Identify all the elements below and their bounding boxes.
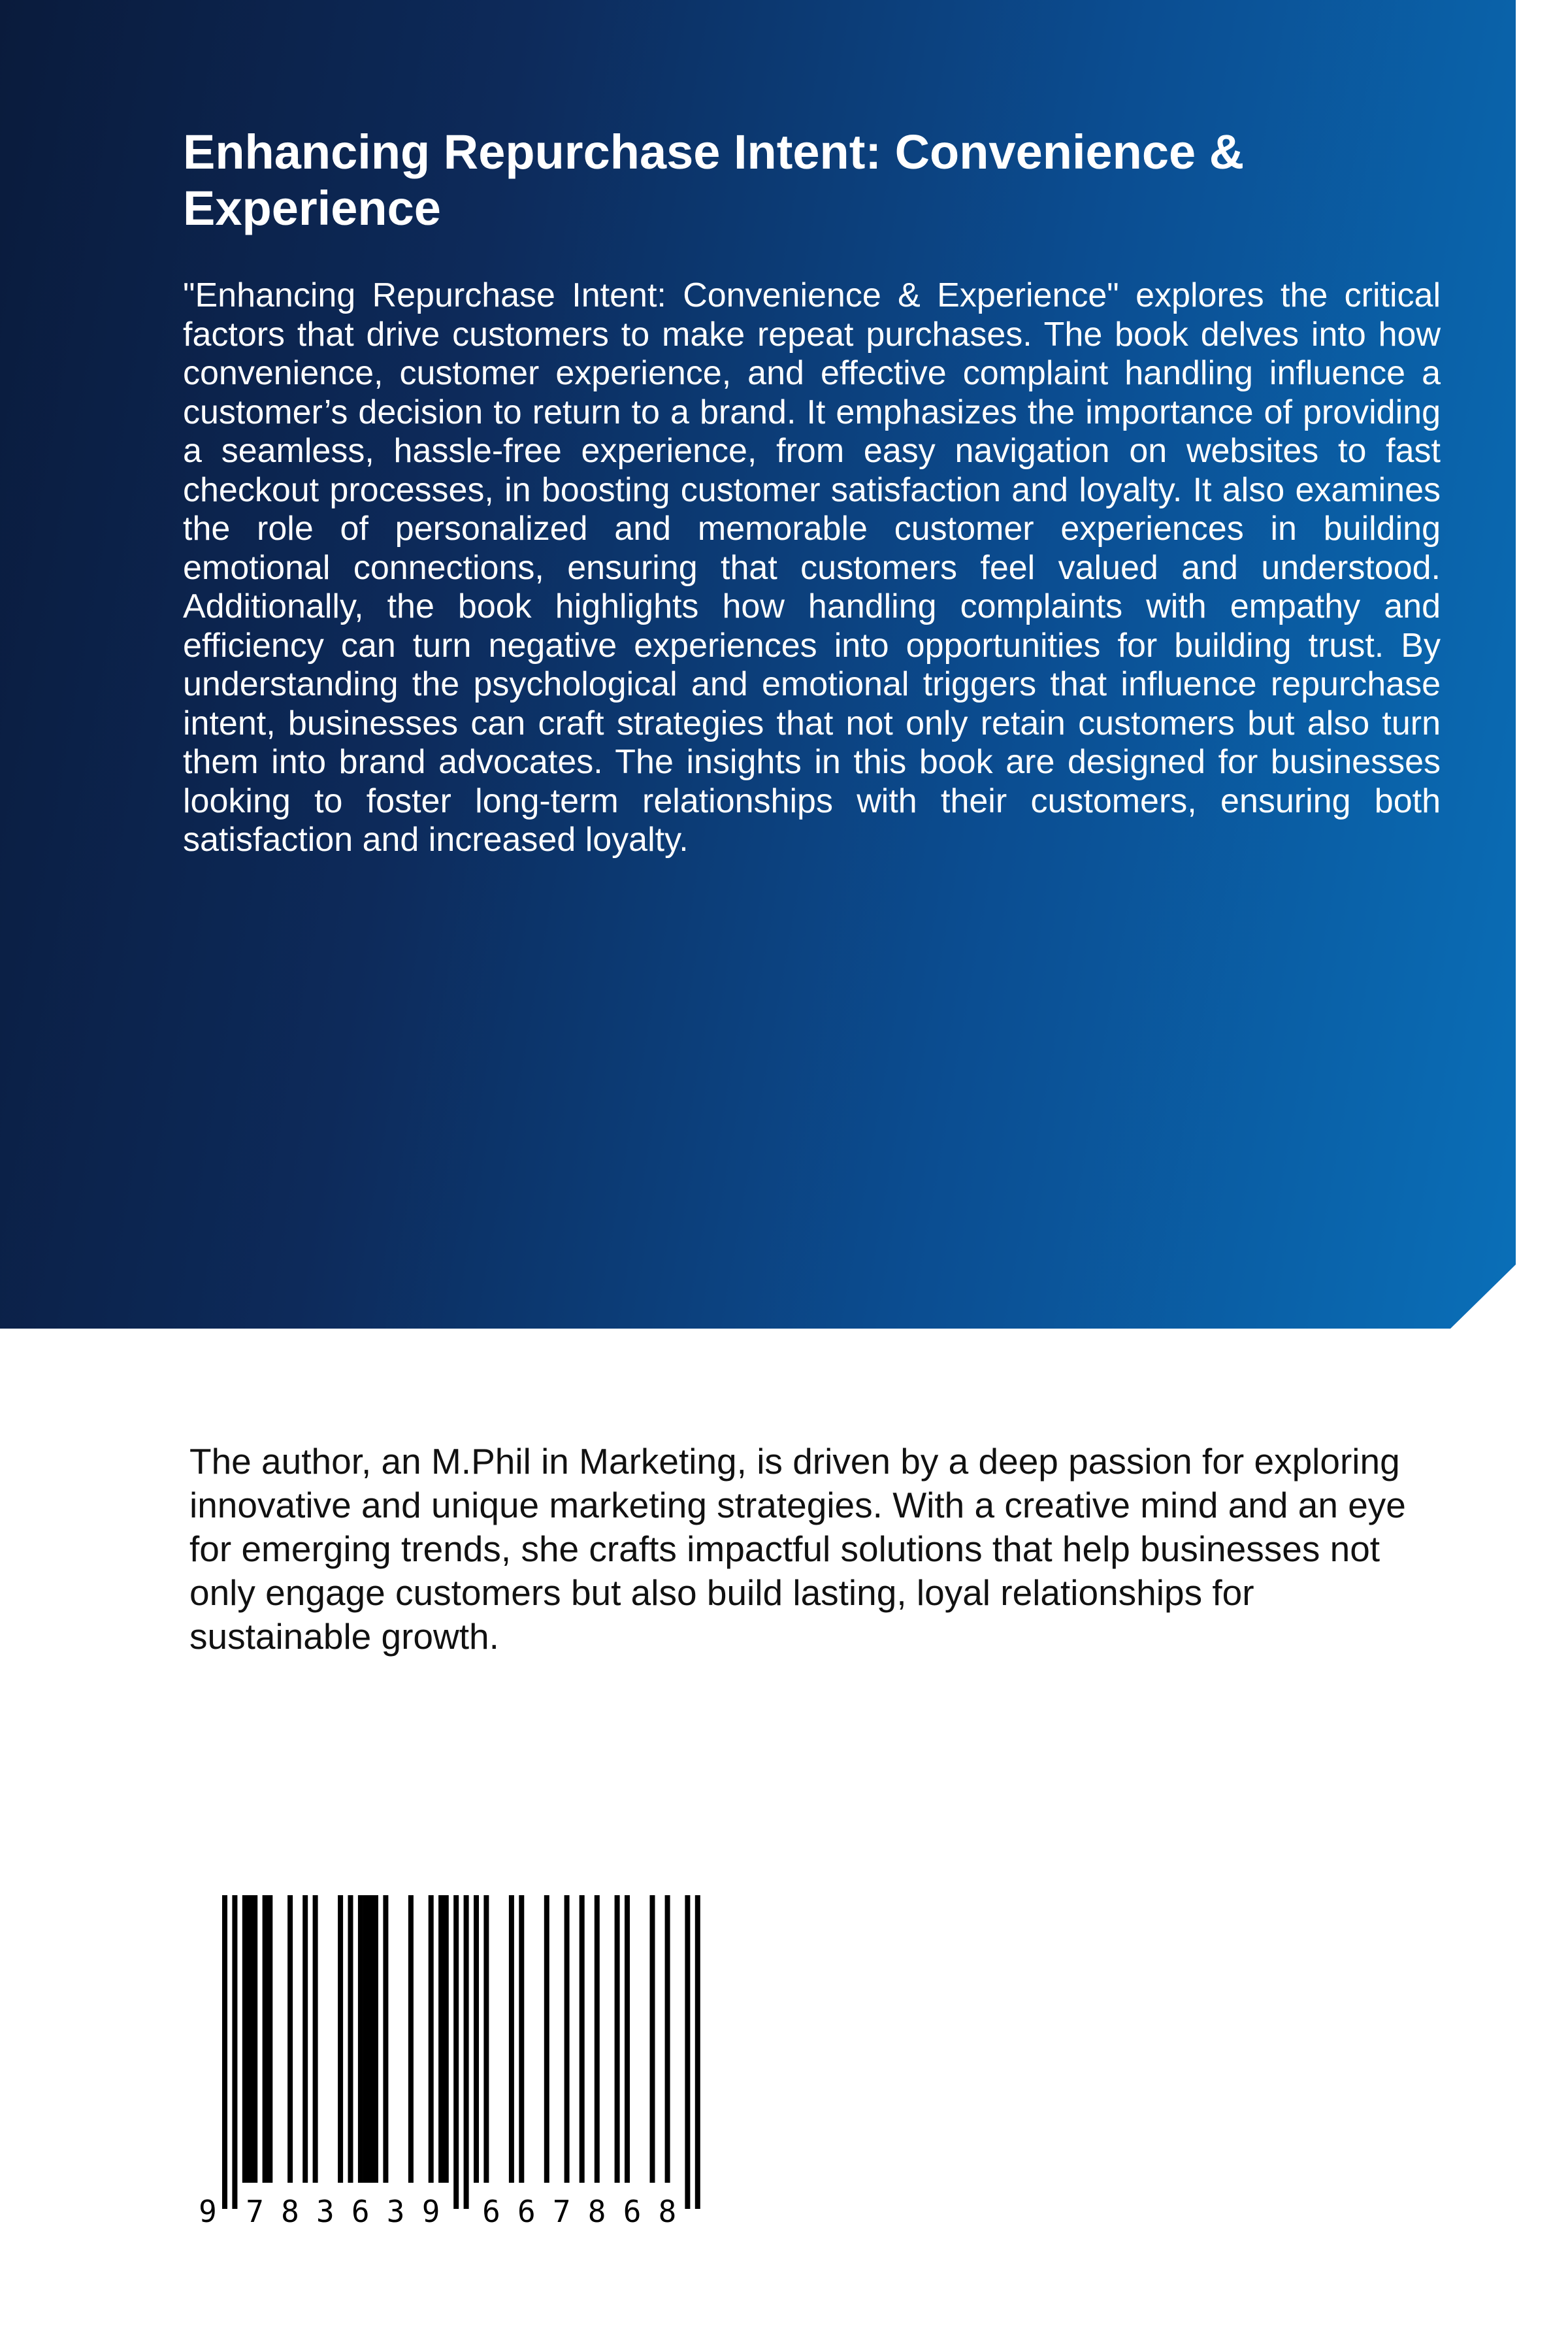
barcode-bar [519,1895,524,2183]
barcode-digit: 6 [482,2194,500,2229]
barcode-digit: 7 [552,2194,571,2229]
barcode-digit: 6 [517,2194,536,2229]
barcode-digit: 3 [316,2194,335,2229]
barcode-bar [363,1895,368,2183]
barcode-bar [222,1895,227,2209]
barcode-bar [650,1895,655,2183]
barcode-bar [453,1895,459,2209]
barcode-digit: 6 [623,2194,642,2229]
barcode-bar [509,1895,514,2183]
book-title: Enhancing Repurchase Intent: Convenience & Experience [183,125,1245,235]
barcode-digit: 8 [587,2194,606,2229]
barcode-digit: 9 [199,2194,217,2229]
barcode-bar [685,1895,690,2209]
barcode-bar [267,1895,272,2183]
barcode-bar [383,1895,388,2183]
barcode-digit: 6 [351,2194,370,2229]
barcode-bar [625,1895,630,2183]
barcode-bar [665,1895,670,2183]
isbn-barcode [196,1892,751,2232]
barcode-bar [408,1895,414,2183]
barcode-bar [252,1895,257,2183]
barcode-graphic [196,1892,751,2232]
barcode-bar [248,1895,253,2183]
barcode-bar [438,1895,444,2183]
barcode-bar [695,1895,700,2209]
barcode-bar [368,1895,373,2183]
barcode-bar [242,1895,248,2183]
barcode-digit: 3 [386,2194,405,2229]
barcode-bar [474,1895,479,2183]
barcode-bar [313,1895,318,2183]
barcode-digit: 9 [421,2194,440,2229]
barcode-bar [444,1895,449,2183]
barcode-bar [580,1895,585,2183]
book-description: "Enhancing Repurchase Intent: Convenience & Experience" explores the critical factors that drive customers to make repeat purchases. The book delves into how convenience, customer experience, and effective complaint handling influence a customer’s decision to return to a brand. It emphasizes the importance of providing a seamless, hassle-free experience, from easy navigation on websites to fast checkout processes, in boosting customer satisfaction and loyalty. It also examines the role of personalized and memorable customer experiences in building emotional connections, ensuring that customers feel valued and understood. Additionally, the book highlights how handling complaints with empathy and efficiency can turn negative experiences into opportunities for building trust. By understanding the psychological and emotional triggers that influence repurchase intent, businesses can craft strategies that not only retain customers but also turn them into brand advocates. The insights in this book are designed for businesses looking to foster long-term relationships with their customers, ensuring both satisfaction and increased loyalty. [183,276,1441,859]
barcode-bar [373,1895,378,2183]
author-bio: The author, an M.Phil in Marketing, is driven by a deep passion for exploring innovative and unique marketing strategies. With a creative mind and an eye for emerging trends, she crafts impactful solutions that help businesses not only engage customers but also build lasting, loyal relationships for sustainable growth. [189,1441,1406,1657]
barcode-bar [429,1895,434,2183]
barcode-bar [615,1895,620,2183]
barcode-bar [232,1895,237,2209]
barcode-digit: 8 [658,2194,677,2229]
barcode-bar [464,1895,469,2209]
barcode-bar [595,1895,600,2183]
barcode-digit: 8 [281,2194,299,2229]
barcode-bar [302,1895,308,2183]
barcode-bar [544,1895,549,2183]
barcode-bar [483,1895,489,2183]
barcode-digit: 7 [246,2194,264,2229]
barcode-bar [564,1895,570,2183]
barcode-bar [358,1895,363,2183]
barcode-bar [287,1895,293,2183]
barcode-bar [263,1895,268,2183]
barcode-bar [338,1895,343,2183]
barcode-bar [348,1895,353,2183]
